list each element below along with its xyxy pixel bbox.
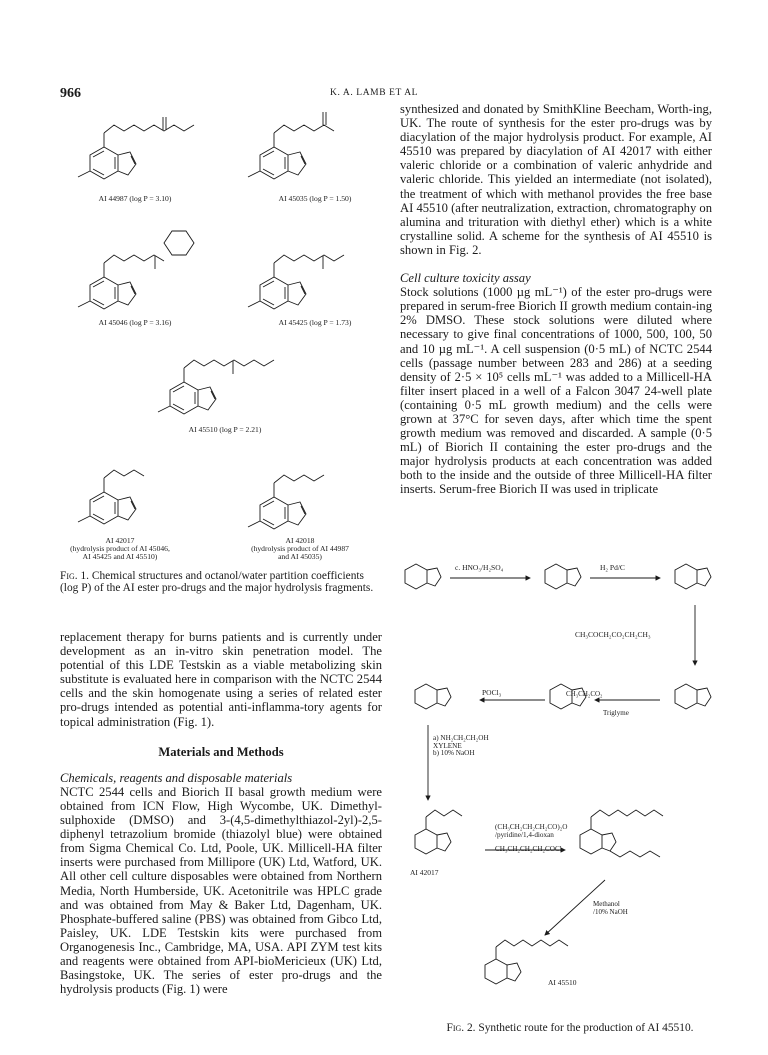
right-paragraph-1: synthesized and donated by SmithKline Beecham, Worth-ing, UK. The route of synthesis for the ester pro-drugs was by diacylation of the major hydrolysis product. For example, AI 45510 was prepared by diacylation of AI 42017 with either valeric chloride or a combination of valeric anhydride and valeric chloride. This yielded an intermediate (not isolated), the treatment of which with methanol provides the free base AI 45510 (after neutralization, extraction, chromatography on alumina and trituration with diethyl ether) which is a white crystalline solid. A scheme for the synthesis of AI 45510 is shown in Fig. 2.: [400, 102, 712, 257]
reagent-pocl3: POCl₃: [482, 688, 502, 697]
subhead-chemicals: Chemicals, reagents and disposable materials: [60, 770, 293, 785]
running-title: K. A. LAMB ET AL: [330, 88, 419, 98]
figure-2-scheme: [395, 550, 725, 1005]
reagent-methanol: Methanol /10% NaOH: [593, 900, 628, 916]
compound-label-ai-45510: AI 45510: [548, 978, 577, 987]
structure-label-ai-44987: AI 44987 (log P = 3.10): [98, 194, 172, 203]
structure-label-ai-45035: AI 45035 (log P = 1.50): [278, 194, 352, 203]
left-column-text: [60, 630, 382, 996]
reagent-ethyl-acetoacetate: CH₃COCH₂CO₂CH₂CH₃: [575, 630, 651, 639]
figure-1-structures: [50, 100, 390, 575]
reagent-nitration: c. HNO₃/H₂SO₄: [455, 563, 504, 572]
structure-label-ai-45425: AI 45425 (log P = 1.73): [278, 318, 352, 327]
structure-label-ai-42017: AI 42017 (hydrolysis product of AI 45046, AI 45425 and AI 45510): [70, 536, 170, 561]
reagent-triglyme: Triglyme: [603, 709, 629, 717]
reagent-ester-group: CH₃CH₂CO₂: [566, 690, 603, 698]
reagent-hydrogenation: H₂ Pd/C: [600, 563, 625, 572]
structure-label-ai-45510: AI 45510 (log P = 2.21): [188, 425, 262, 434]
figure-2-caption: Fig. 2. Synthetic route for the production of AI 45510.: [446, 1022, 694, 1034]
right-paragraph-2: Stock solutions (1000 µg mL⁻¹) of the ester pro-drugs were prepared in serum-free Biorich II growth medium contain-ing 2% DMSO. These stock solutions were diluted where necessary to give final concentrations of 1000, 500, 100, 50 and 10 µg mL⁻¹. A cell suspension (0·5 mL) of NCTC 2544 cells (passage number between 283 and 286) at a seeding density of 2·5 × 10⁵ cells mL⁻¹ was added to a Millicell-HA filter insert placed in a well of a Falcon 3047 24-well plate (containing 0·5 mL growth medium) and the cells were grown at 37°C for seven days, after which time the spent growth medium was removed and discarded. A sample (0·5 mL) of Biorich II containing the ester pro-drugs and the major hydrolysis products at each concentration was added both to the inside and the outside of three Millicell-HA filter inserts. Serum-free Biorich II was used in triplicate: [400, 285, 712, 497]
section-title-materials-methods: Materials and Methods: [158, 744, 284, 759]
figure-1-caption: Fig. 1. Chemical structures and octanol/water partition coefficients (log P) of the AI ester pro-drugs and the major hydrolysis fragments.: [60, 570, 374, 594]
subhead-cell-culture: Cell culture toxicity assay: [400, 271, 531, 286]
reagent-acylation: (CH₃CH₂CH₂CH₂CO)₂O /pyridine/1,4-dioxan CH₃CH₂CH₂CH₂COCl: [495, 823, 568, 853]
left-paragraph-1: replacement therapy for burns patients and is currently under development as an in-vitro skin penetration model. The potential of this LDE Testskin as a viable metabolizing skin substitute is evaluated here in comparison with the NCTC 2544 cells and the skin homogenate using a series of related ester pro-drugs intended as potential anti-inflamma-tory agents for topical administration (Fig. 1).: [60, 630, 382, 729]
right-column-text: [400, 102, 712, 497]
page-number: 966: [60, 86, 81, 101]
compound-label-ai-42017: AI 42017: [410, 868, 439, 877]
left-paragraph-2: NCTC 2544 cells and Biorich II basal growth medium were obtained from ICN Flow, High Wycombe, UK. Dimethyl-sulphoxide (DMSO) and 3-(4,5-dimethylthiazol-2yl)-2,5-diphenyl tetrazolium bromide (thiazolyl blue) were obtained from Sigma Chemical Co. Ltd, Poole, UK. Millicell-HA filter inserts were purchased from Millipore (UK) Ltd, Watford, UK. All other cell culture disposables were obtained from Northern Media, North Humberside, UK. Acetonitrile was HPLC grade and was obtained from May & Baker Ltd, Dagenham, UK. Phosphate-buffered saline (PBS) was obtained from Gibco Ltd, Paisley, UK. LDE Testskin kits were purchased from Organogenesis Inc., Cambridge, MA, USA. API ZYM test kits and reagents were obtained from API-bioMericieux (UK) Ltd, Basingstoke, UK. The series of ester pro-drugs and the hydrolysis products (Fig. 1) were: [60, 784, 382, 997]
reagent-aminoethanol: a) NH₂CH₂CH₂OH XYLENE b) 10% NaOH: [433, 734, 489, 757]
structure-label-ai-42018: AI 42018 (hydrolysis product of AI 44987 and AI 45035): [251, 536, 349, 561]
structure-label-ai-45046: AI 45046 (log P = 3.16): [98, 318, 172, 327]
